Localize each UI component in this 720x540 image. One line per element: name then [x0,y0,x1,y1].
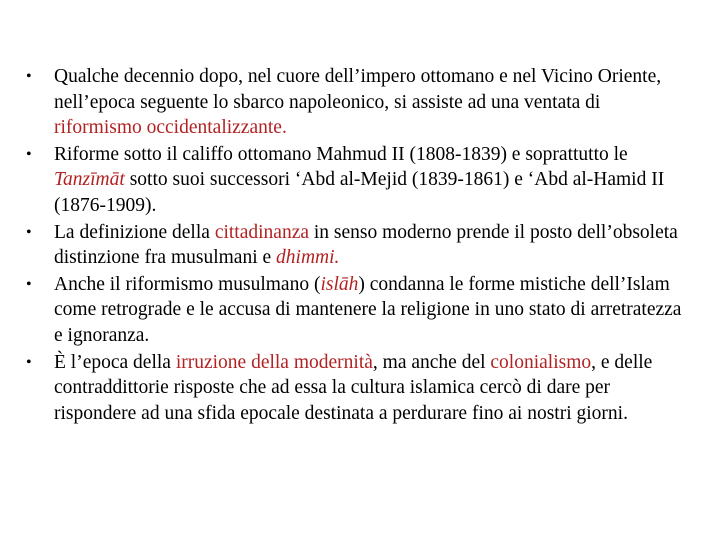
bullet-item-5 [26,350,686,427]
bullet-list [26,64,686,427]
bullet-marker: • [26,145,32,163]
bullet-text-segment: Qualche decennio dopo, nel cuore dell’impero ottomano e nel Vicino Oriente, nell’epoca seguente lo sbarco napoleonico, si assiste ad una ventata di [54,66,662,113]
bullet-text-segment: , ma anche del [372,351,491,373]
bullet-text-segment: Anche il riformismo musulmano ( [54,273,321,295]
bullet-marker: • [26,68,32,85]
bullet-marker: • [26,353,32,371]
bullet-text-segment: Riforme sotto il califfo ottomano Mahmud II (1808-1839) e soprattutto le [54,143,628,165]
bullet-text-segment: È l’epoca della [54,351,176,373]
bullet-item-4 [26,272,686,349]
bullet-text-segment: ) condanna le forme mistiche dell’Islam come retrograde e le accusa di mantenere la religione in uno stato di arretratezza e ignoranza. [54,273,682,346]
bullet-text-segment: in senso moderno prende il posto dell’obsoleta distinzione fra musulmani e [54,221,678,269]
bullet-marker: • [26,275,32,293]
bullet-marker: • [26,223,32,241]
bullet-text-segment: La definizione della [54,221,215,243]
bullet-item-1 [26,64,686,141]
bullet-text-segment: Tanzīmāt [54,169,125,191]
bullet-text-segment: cittadinanza [214,221,310,243]
bullet-text-segment: colonialismo [490,351,592,373]
bullet-item-2 [26,142,686,219]
bullet-item-3 [26,220,686,271]
bullet-text-segment: irruzione della modernità [175,351,373,373]
bullet-text-segment: , e delle contraddittorie risposte che ad essa la cultura islamica cercò di dare per rispondere ad una sfida epocale destinata a perdurare fino ai nostri giorni. [54,351,653,424]
bullet-text-segment: riformismo occidentalizzante. [54,117,287,139]
bullet-text-segment: dhimmi. [276,247,340,269]
bullet-text-segment: sotto suoi successori ‘Abd al-Mejid (1839-1861) e ‘Abd al-Hamid II (1876-1909). [54,169,665,216]
bullet-text-segment: islāh [320,273,359,295]
